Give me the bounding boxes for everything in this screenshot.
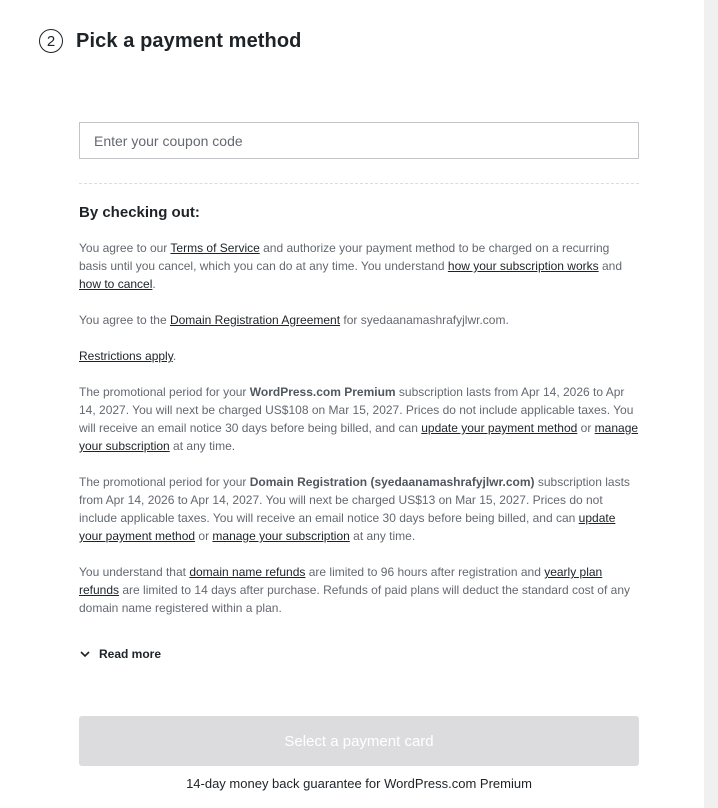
manage-subscription-link[interactable]: manage your subscription	[79, 421, 639, 453]
text: subscription lasts from Apr 14, 2026 to Apr 14, 2027. You will next be charged US$13 on Mar 15, 2027. Prices do not include applicable taxes. You will receive an email notice 30 days before being billed, and can	[79, 475, 630, 525]
dashed-divider	[79, 183, 639, 184]
text: .	[152, 277, 156, 291]
terms-of-service-link[interactable]: Terms of Service	[170, 241, 260, 255]
text: The promotional period for your	[79, 475, 250, 489]
money-back-guarantee: 14-day money back guarantee for WordPress.com Premium	[186, 776, 532, 791]
terms-paragraph-domain-promo	[79, 473, 639, 545]
terms-paragraph-domain-agreement	[79, 311, 639, 329]
coupon-code-input[interactable]	[79, 122, 639, 159]
product-name: Domain Registration (syedaanamashrafyjlwr.com)	[249, 475, 535, 489]
text: at any time.	[349, 529, 416, 543]
step-header	[39, 29, 302, 53]
text: are limited to 96 hours after registration and	[305, 565, 545, 579]
how-subscription-works-link[interactable]: how your subscription works	[447, 259, 599, 273]
text: .	[172, 349, 177, 363]
text: are limited to 14 days after purchase. Refunds of paid plans will deduct the standard cost of any domain name registered within a plan.	[79, 583, 630, 615]
read-more-toggle[interactable]	[79, 647, 161, 661]
chevron-down-icon	[79, 648, 91, 660]
terms-paragraph-premium-promo	[79, 383, 639, 455]
step-number: 2	[39, 29, 63, 53]
text: subscription lasts from Apr 14, 2026 to Apr 14, 2027. You will next be charged US$108 on Mar 15, 2027. Prices do not include applicable taxes. You will receive an email notice 30 days before being billed, and can	[79, 385, 634, 435]
terms-paragraph-tos	[79, 239, 639, 293]
domain-name-refunds-link[interactable]: domain name refunds	[189, 565, 306, 579]
terms-paragraph-refunds	[79, 563, 639, 617]
text: or	[577, 421, 595, 435]
right-sidebar-edge	[704, 0, 718, 808]
text: and	[598, 259, 622, 273]
how-to-cancel-link[interactable]: how to cancel	[79, 277, 153, 291]
text: You understand that	[79, 565, 190, 579]
text: or	[195, 529, 213, 543]
select-payment-card-button[interactable]: Select a payment card	[79, 716, 639, 766]
text: for syedaanamashrafyjlwr.com.	[340, 313, 509, 327]
text: at any time.	[169, 439, 236, 453]
step-title: Pick a payment method	[76, 29, 302, 52]
manage-subscription-link[interactable]: manage your subscription	[212, 529, 350, 543]
text: You agree to our	[79, 241, 171, 255]
update-payment-method-link[interactable]: update your payment method	[421, 421, 578, 435]
payment-section	[79, 122, 639, 635]
checkout-terms	[79, 239, 639, 617]
text: The promotional period for your	[79, 385, 250, 399]
product-name: WordPress.com Premium	[249, 385, 396, 399]
terms-paragraph-restrictions	[79, 347, 639, 365]
yearly-plan-refunds-link[interactable]: yearly plan refunds	[79, 565, 603, 597]
restrictions-apply-link[interactable]: Restrictions apply	[79, 349, 173, 363]
read-more-label: Read more	[99, 647, 162, 661]
text: and authorize your payment method to be charged on a recurring basis until you cancel, which you can do at any time. You understand	[79, 241, 610, 273]
update-payment-method-link[interactable]: update your payment method	[79, 511, 616, 543]
domain-registration-agreement-link[interactable]: Domain Registration Agreement	[169, 313, 341, 327]
text: You agree to the	[79, 313, 170, 327]
checkout-heading: By checking out:	[79, 204, 200, 221]
